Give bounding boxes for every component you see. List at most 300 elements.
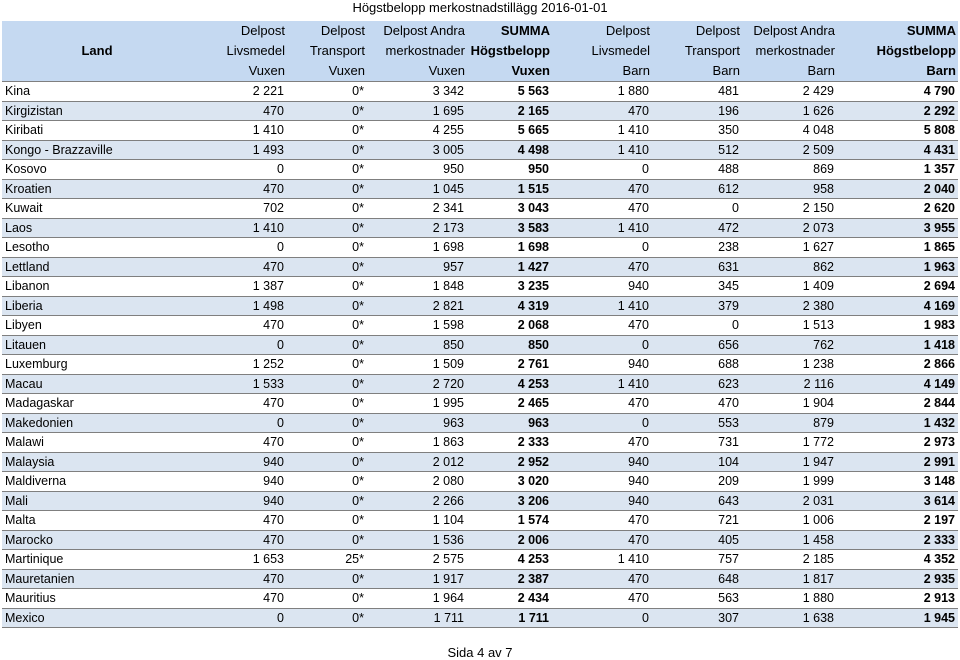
table-body xyxy=(2,82,958,628)
table-row xyxy=(2,413,958,433)
country-cell: Kirgizistan xyxy=(2,101,192,121)
country-cell: Laos xyxy=(2,218,192,238)
value-cell: 2 509 xyxy=(742,140,837,160)
value-cell: 1 432 xyxy=(837,413,958,433)
value-cell: 2 185 xyxy=(742,550,837,570)
value-cell: 1 653 xyxy=(192,550,287,570)
value-cell: 2 575 xyxy=(367,550,467,570)
value-cell: 2 040 xyxy=(837,179,958,199)
column-header xyxy=(192,21,287,82)
table-row xyxy=(2,355,958,375)
value-cell: 4 048 xyxy=(742,121,837,141)
value-cell: 0 xyxy=(552,335,652,355)
value-cell: 379 xyxy=(652,296,742,316)
header-line: SUMMA xyxy=(906,23,956,38)
allowance-table xyxy=(2,21,958,628)
value-cell: 4 352 xyxy=(837,550,958,570)
value-cell: 0* xyxy=(287,569,367,589)
value-cell: 2 821 xyxy=(367,296,467,316)
value-cell: 0* xyxy=(287,433,367,453)
table-row xyxy=(2,218,958,238)
page-title: Högstbelopp merkostnadstillägg 2016-01-01 xyxy=(352,0,608,15)
header-line: Vuxen xyxy=(248,63,285,78)
value-cell: 1 865 xyxy=(837,238,958,258)
value-cell: 2 620 xyxy=(837,199,958,219)
value-cell: 1 238 xyxy=(742,355,837,375)
value-cell: 1 947 xyxy=(742,452,837,472)
value-cell: 350 xyxy=(652,121,742,141)
value-cell: 0 xyxy=(192,238,287,258)
value-cell: 1 627 xyxy=(742,238,837,258)
value-cell: 470 xyxy=(552,433,652,453)
value-cell: 2 031 xyxy=(742,491,837,511)
value-cell: 470 xyxy=(192,530,287,550)
header-line: Högstbelopp xyxy=(876,43,956,58)
value-cell: 0* xyxy=(287,530,367,550)
value-cell: 470 xyxy=(192,316,287,336)
value-cell: 1 410 xyxy=(552,121,652,141)
header-line: Delpost xyxy=(320,23,365,38)
value-cell: 470 xyxy=(552,589,652,609)
value-cell: 3 206 xyxy=(467,491,552,511)
value-cell: 470 xyxy=(552,569,652,589)
header-line: SUMMA xyxy=(500,23,550,38)
value-cell: 731 xyxy=(652,433,742,453)
value-cell: 0 xyxy=(652,199,742,219)
value-cell: 850 xyxy=(367,335,467,355)
value-cell: 470 xyxy=(552,511,652,531)
table-row xyxy=(2,82,958,102)
country-cell: Lettland xyxy=(2,257,192,277)
value-cell: 2 068 xyxy=(467,316,552,336)
table-row xyxy=(2,179,958,199)
value-cell: 762 xyxy=(742,335,837,355)
header-line: merkostnader xyxy=(755,43,835,58)
value-cell: 1 880 xyxy=(552,82,652,102)
value-cell: 4 319 xyxy=(467,296,552,316)
value-cell: 1 945 xyxy=(837,608,958,628)
country-cell: Kuwait xyxy=(2,199,192,219)
value-cell: 3 043 xyxy=(467,199,552,219)
value-cell: 1 418 xyxy=(837,335,958,355)
value-cell: 3 235 xyxy=(467,277,552,297)
value-cell: 2 165 xyxy=(467,101,552,121)
table-row xyxy=(2,296,958,316)
value-cell: 104 xyxy=(652,452,742,472)
table-row xyxy=(2,530,958,550)
value-cell: 1 626 xyxy=(742,101,837,121)
value-cell: 0* xyxy=(287,511,367,531)
country-cell: Lesotho xyxy=(2,238,192,258)
value-cell: 2 694 xyxy=(837,277,958,297)
value-cell: 643 xyxy=(652,491,742,511)
value-cell: 1 513 xyxy=(742,316,837,336)
value-cell: 850 xyxy=(467,335,552,355)
value-cell: 0 xyxy=(192,160,287,180)
header-line: Delpost xyxy=(605,23,650,38)
value-cell: 4 431 xyxy=(837,140,958,160)
table-row xyxy=(2,277,958,297)
table-header xyxy=(2,21,958,82)
value-cell: 1 493 xyxy=(192,140,287,160)
column-header xyxy=(652,21,742,82)
header-line: Delpost xyxy=(695,23,740,38)
header-line: Transport xyxy=(309,43,365,58)
table-row xyxy=(2,335,958,355)
column-header xyxy=(367,21,467,82)
value-cell: 1 964 xyxy=(367,589,467,609)
value-cell: 4 790 xyxy=(837,82,958,102)
value-cell: 950 xyxy=(367,160,467,180)
header-line: Barn xyxy=(622,63,650,78)
country-cell: Malta xyxy=(2,511,192,531)
value-cell: 470 xyxy=(552,530,652,550)
country-cell: Kosovo xyxy=(2,160,192,180)
value-cell: 0* xyxy=(287,335,367,355)
column-header xyxy=(837,21,958,82)
header-line: Vuxen xyxy=(428,63,465,78)
value-cell: 2 434 xyxy=(467,589,552,609)
value-cell: 4 149 xyxy=(837,374,958,394)
value-cell: 470 xyxy=(192,257,287,277)
value-cell: 0* xyxy=(287,82,367,102)
column-header xyxy=(742,21,837,82)
value-cell: 1 509 xyxy=(367,355,467,375)
value-cell: 1 045 xyxy=(367,179,467,199)
value-cell: 3 955 xyxy=(837,218,958,238)
country-cell: Liberia xyxy=(2,296,192,316)
table-row xyxy=(2,101,958,121)
value-cell: 1 999 xyxy=(742,472,837,492)
value-cell: 2 292 xyxy=(837,101,958,121)
value-cell: 721 xyxy=(652,511,742,531)
value-cell: 470 xyxy=(192,569,287,589)
value-cell: 1 772 xyxy=(742,433,837,453)
value-cell: 1 638 xyxy=(742,608,837,628)
header-line: Livsmedel xyxy=(226,43,285,58)
value-cell: 0* xyxy=(287,374,367,394)
column-header xyxy=(287,21,367,82)
value-cell: 472 xyxy=(652,218,742,238)
value-cell: 2 221 xyxy=(192,82,287,102)
value-cell: 879 xyxy=(742,413,837,433)
value-cell: 470 xyxy=(552,101,652,121)
value-cell: 1 410 xyxy=(552,218,652,238)
value-cell: 1 410 xyxy=(192,218,287,238)
country-cell: Litauen xyxy=(2,335,192,355)
value-cell: 196 xyxy=(652,101,742,121)
value-cell: 0* xyxy=(287,218,367,238)
value-cell: 2 197 xyxy=(837,511,958,531)
value-cell: 963 xyxy=(367,413,467,433)
value-cell: 1 536 xyxy=(367,530,467,550)
value-cell: 963 xyxy=(467,413,552,433)
value-cell: 1 252 xyxy=(192,355,287,375)
value-cell: 0* xyxy=(287,608,367,628)
value-cell: 470 xyxy=(192,433,287,453)
value-cell: 0* xyxy=(287,257,367,277)
value-cell: 0* xyxy=(287,491,367,511)
value-cell: 470 xyxy=(552,394,652,414)
value-cell: 2 935 xyxy=(837,569,958,589)
value-cell: 2 333 xyxy=(467,433,552,453)
value-cell: 940 xyxy=(552,452,652,472)
column-header xyxy=(467,21,552,82)
value-cell: 2 761 xyxy=(467,355,552,375)
value-cell: 4 169 xyxy=(837,296,958,316)
value-cell: 0* xyxy=(287,355,367,375)
header-line: Transport xyxy=(684,43,740,58)
value-cell: 470 xyxy=(192,101,287,121)
country-cell: Marocko xyxy=(2,530,192,550)
value-cell: 0* xyxy=(287,101,367,121)
value-cell: 1 698 xyxy=(367,238,467,258)
value-cell: 2 465 xyxy=(467,394,552,414)
value-cell: 4 498 xyxy=(467,140,552,160)
value-cell: 470 xyxy=(552,257,652,277)
value-cell: 623 xyxy=(652,374,742,394)
value-cell: 470 xyxy=(192,179,287,199)
country-cell: Libanon xyxy=(2,277,192,297)
value-cell: 1 863 xyxy=(367,433,467,453)
value-cell: 702 xyxy=(192,199,287,219)
value-cell: 869 xyxy=(742,160,837,180)
country-cell: Macau xyxy=(2,374,192,394)
country-cell: Mali xyxy=(2,491,192,511)
header-line: Delpost Andra xyxy=(383,23,465,38)
value-cell: 1 711 xyxy=(467,608,552,628)
value-cell: 2 429 xyxy=(742,82,837,102)
value-cell: 957 xyxy=(367,257,467,277)
value-cell: 3 005 xyxy=(367,140,467,160)
table-row xyxy=(2,589,958,609)
value-cell: 0* xyxy=(287,316,367,336)
value-cell: 1 515 xyxy=(467,179,552,199)
value-cell: 470 xyxy=(192,511,287,531)
value-cell: 5 665 xyxy=(467,121,552,141)
value-cell: 2 333 xyxy=(837,530,958,550)
value-cell: 0* xyxy=(287,589,367,609)
table-row xyxy=(2,452,958,472)
value-cell: 1 410 xyxy=(192,121,287,141)
value-cell: 3 583 xyxy=(467,218,552,238)
value-cell: 1 104 xyxy=(367,511,467,531)
value-cell: 0* xyxy=(287,413,367,433)
country-cell: Makedonien xyxy=(2,413,192,433)
value-cell: 648 xyxy=(652,569,742,589)
value-cell: 940 xyxy=(192,472,287,492)
country-cell: Malaysia xyxy=(2,452,192,472)
value-cell: 1 409 xyxy=(742,277,837,297)
value-cell: 2 150 xyxy=(742,199,837,219)
value-cell: 5 808 xyxy=(837,121,958,141)
table-row xyxy=(2,608,958,628)
value-cell: 3 342 xyxy=(367,82,467,102)
value-cell: 0* xyxy=(287,121,367,141)
value-cell: 1 410 xyxy=(552,374,652,394)
table-row xyxy=(2,121,958,141)
value-cell: 958 xyxy=(742,179,837,199)
value-cell: 2 116 xyxy=(742,374,837,394)
value-cell: 1 711 xyxy=(367,608,467,628)
value-cell: 3 020 xyxy=(467,472,552,492)
value-cell: 1 410 xyxy=(552,550,652,570)
value-cell: 0 xyxy=(192,413,287,433)
value-cell: 2 073 xyxy=(742,218,837,238)
header-line: Högstbelopp xyxy=(470,43,550,58)
table-row xyxy=(2,433,958,453)
value-cell: 25* xyxy=(287,550,367,570)
value-cell: 0* xyxy=(287,140,367,160)
value-cell: 2 341 xyxy=(367,199,467,219)
value-cell: 1 410 xyxy=(552,140,652,160)
value-cell: 1 574 xyxy=(467,511,552,531)
value-cell: 553 xyxy=(652,413,742,433)
value-cell: 940 xyxy=(192,452,287,472)
value-cell: 481 xyxy=(652,82,742,102)
value-cell: 940 xyxy=(192,491,287,511)
value-cell: 0* xyxy=(287,179,367,199)
page-number: Sida 4 av 7 xyxy=(447,645,513,660)
table-row xyxy=(2,257,958,277)
value-cell: 1 880 xyxy=(742,589,837,609)
value-cell: 688 xyxy=(652,355,742,375)
value-cell: 1 410 xyxy=(552,296,652,316)
country-cell: Maldiverna xyxy=(2,472,192,492)
value-cell: 1 995 xyxy=(367,394,467,414)
table-row xyxy=(2,472,958,492)
header-line: Vuxen xyxy=(511,63,550,78)
header-line: Barn xyxy=(807,63,835,78)
column-header xyxy=(2,21,192,82)
value-cell: 1 357 xyxy=(837,160,958,180)
value-cell: 238 xyxy=(652,238,742,258)
value-cell: 1 533 xyxy=(192,374,287,394)
value-cell: 345 xyxy=(652,277,742,297)
value-cell: 4 253 xyxy=(467,550,552,570)
value-cell: 470 xyxy=(552,316,652,336)
country-cell: Libyen xyxy=(2,316,192,336)
country-cell: Madagaskar xyxy=(2,394,192,414)
value-cell: 0 xyxy=(552,413,652,433)
value-cell: 1 917 xyxy=(367,569,467,589)
value-cell: 1 698 xyxy=(467,238,552,258)
value-cell: 470 xyxy=(192,394,287,414)
value-cell: 3 614 xyxy=(837,491,958,511)
value-cell: 4 255 xyxy=(367,121,467,141)
value-cell: 3 148 xyxy=(837,472,958,492)
value-cell: 0* xyxy=(287,394,367,414)
country-cell: Mexico xyxy=(2,608,192,628)
table-row xyxy=(2,569,958,589)
value-cell: 0* xyxy=(287,199,367,219)
table-row xyxy=(2,394,958,414)
value-cell: 488 xyxy=(652,160,742,180)
header-line: Land xyxy=(81,43,113,58)
country-cell: Kroatien xyxy=(2,179,192,199)
value-cell: 940 xyxy=(552,491,652,511)
value-cell: 209 xyxy=(652,472,742,492)
value-cell: 2 173 xyxy=(367,218,467,238)
country-cell: Malawi xyxy=(2,433,192,453)
table-row xyxy=(2,140,958,160)
header-line: Barn xyxy=(712,63,740,78)
table-row xyxy=(2,199,958,219)
value-cell: 470 xyxy=(552,199,652,219)
header-line: Delpost xyxy=(240,23,285,38)
value-cell: 757 xyxy=(652,550,742,570)
value-cell: 470 xyxy=(552,179,652,199)
country-cell: Luxemburg xyxy=(2,355,192,375)
table-row xyxy=(2,550,958,570)
table-row xyxy=(2,316,958,336)
value-cell: 0* xyxy=(287,296,367,316)
value-cell: 2 080 xyxy=(367,472,467,492)
value-cell: 470 xyxy=(652,394,742,414)
value-cell: 0 xyxy=(552,238,652,258)
header-line: Livsmedel xyxy=(591,43,650,58)
country-cell: Kiribati xyxy=(2,121,192,141)
country-cell: Mauritius xyxy=(2,589,192,609)
value-cell: 1 904 xyxy=(742,394,837,414)
header-line: Delpost Andra xyxy=(753,23,835,38)
value-cell: 2 844 xyxy=(837,394,958,414)
country-cell: Martinique xyxy=(2,550,192,570)
value-cell: 2 720 xyxy=(367,374,467,394)
column-header xyxy=(552,21,652,82)
value-cell: 2 266 xyxy=(367,491,467,511)
value-cell: 940 xyxy=(552,277,652,297)
value-cell: 405 xyxy=(652,530,742,550)
value-cell: 1 695 xyxy=(367,101,467,121)
value-cell: 950 xyxy=(467,160,552,180)
table-row xyxy=(2,374,958,394)
value-cell: 0 xyxy=(192,608,287,628)
value-cell: 1 963 xyxy=(837,257,958,277)
value-cell: 1 598 xyxy=(367,316,467,336)
value-cell: 940 xyxy=(552,355,652,375)
value-cell: 470 xyxy=(192,589,287,609)
value-cell: 2 380 xyxy=(742,296,837,316)
value-cell: 862 xyxy=(742,257,837,277)
value-cell: 0* xyxy=(287,472,367,492)
table-row xyxy=(2,238,958,258)
value-cell: 656 xyxy=(652,335,742,355)
header-line: Vuxen xyxy=(328,63,365,78)
table-row xyxy=(2,511,958,531)
value-cell: 1 458 xyxy=(742,530,837,550)
value-cell: 940 xyxy=(552,472,652,492)
value-cell: 0* xyxy=(287,452,367,472)
value-cell: 0 xyxy=(552,608,652,628)
value-cell: 2 973 xyxy=(837,433,958,453)
country-cell: Kina xyxy=(2,82,192,102)
header-line: merkostnader xyxy=(385,43,465,58)
value-cell: 2 866 xyxy=(837,355,958,375)
value-cell: 1 848 xyxy=(367,277,467,297)
value-cell: 307 xyxy=(652,608,742,628)
value-cell: 1 817 xyxy=(742,569,837,589)
table-row xyxy=(2,491,958,511)
value-cell: 2 387 xyxy=(467,569,552,589)
value-cell: 1 427 xyxy=(467,257,552,277)
country-cell: Kongo - Brazzaville xyxy=(2,140,192,160)
value-cell: 0 xyxy=(652,316,742,336)
value-cell: 1 983 xyxy=(837,316,958,336)
country-cell: Mauretanien xyxy=(2,569,192,589)
header-line: Barn xyxy=(926,63,956,78)
value-cell: 2 991 xyxy=(837,452,958,472)
